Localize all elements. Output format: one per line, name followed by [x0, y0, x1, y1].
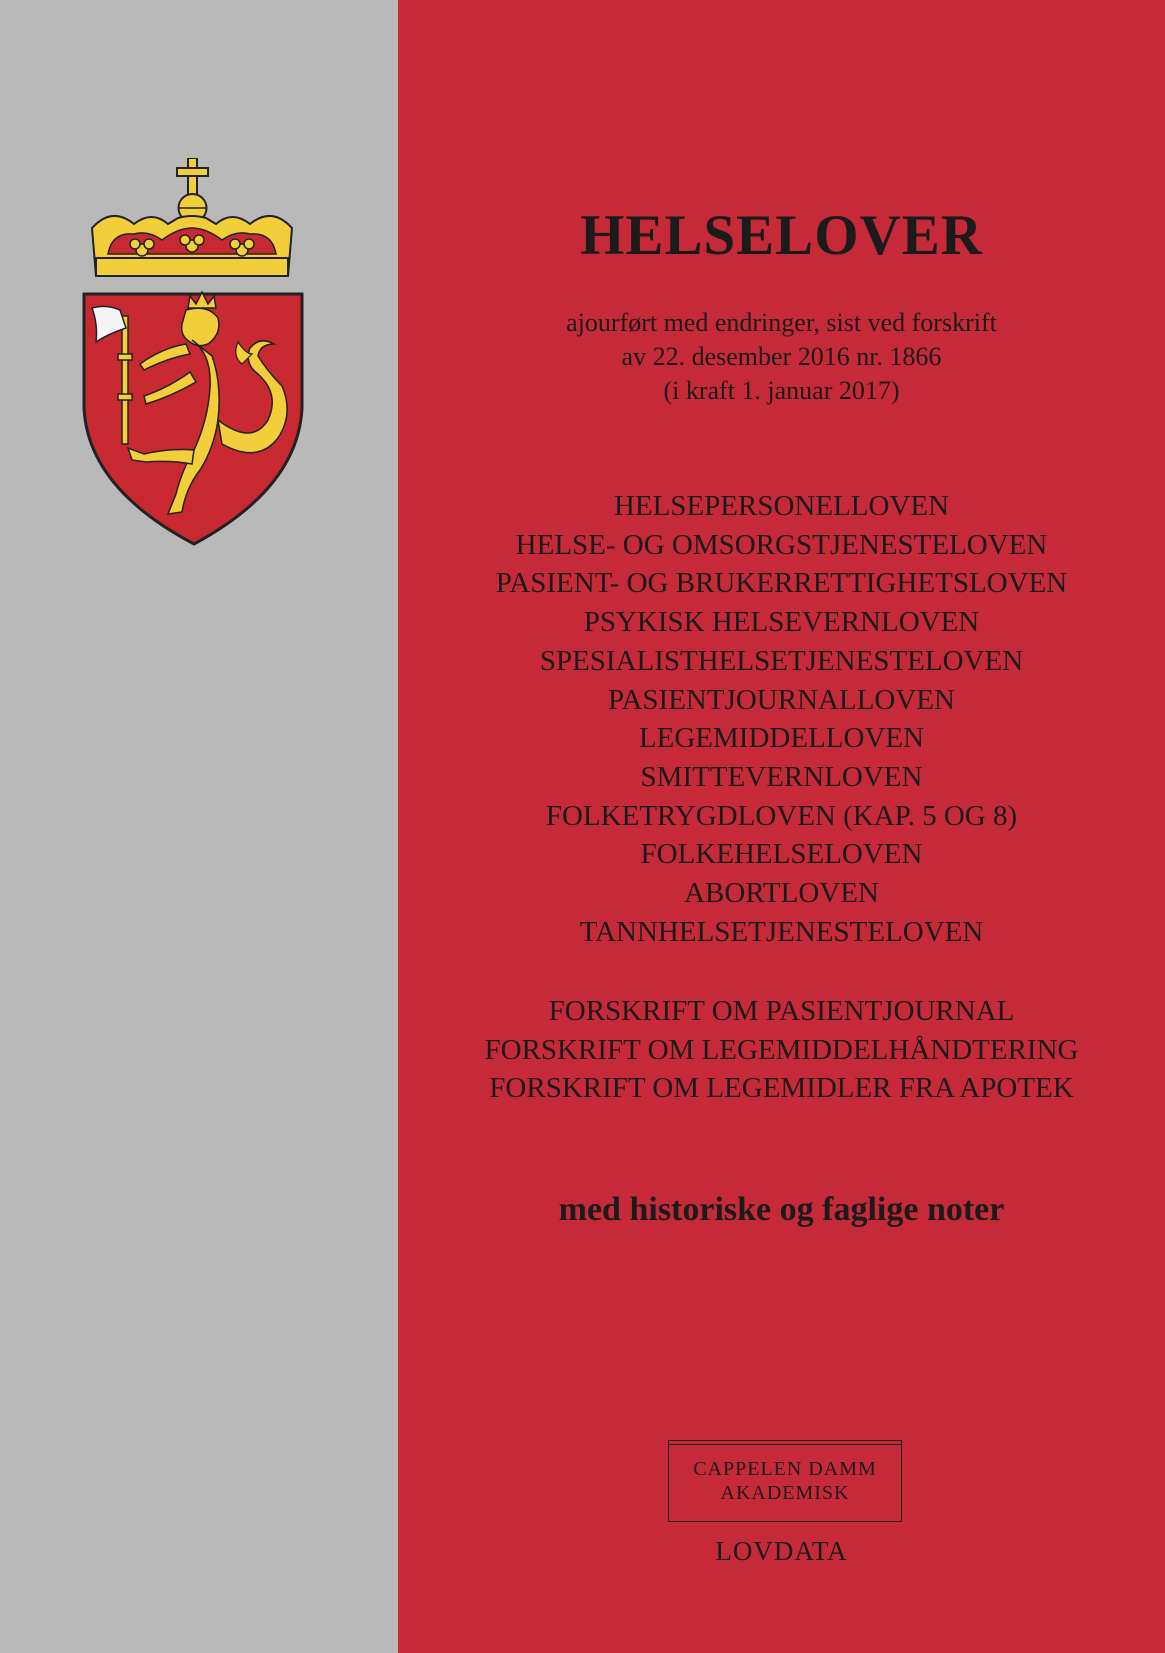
publisher-line: CAPPELEN DAMM — [693, 1458, 877, 1480]
amendment-note — [398, 306, 1165, 408]
law-item: ABORTLOVEN — [684, 877, 879, 910]
amendment-line: (i kraft 1. januar 2017) — [663, 376, 900, 405]
cover-title: HELSELOVER — [580, 204, 983, 267]
law-item: PSYKISK HELSEVERNLOVEN — [583, 606, 980, 639]
regulation-item: FORSKRIFT OM LEGEMIDLER FRA APOTEK — [489, 1072, 1074, 1105]
publisher-line: AKADEMISK — [720, 1482, 850, 1504]
norwegian-coat-of-arms-icon — [82, 158, 304, 548]
law-item: FOLKETRYGDLOVEN (KAP. 5 OG 8) — [545, 799, 1018, 832]
regulation-list — [398, 992, 1165, 1108]
amendment-line: ajourført med endringer, sist ved forskrift — [566, 308, 997, 337]
law-item: PASIENTJOURNALLOVEN — [608, 683, 955, 716]
law-item: SMITTEVERNLOVEN — [640, 760, 923, 793]
logo-rule — [669, 1444, 901, 1445]
amendment-line: av 22. desember 2016 nr. 1866 — [621, 342, 942, 371]
regulation-item: FORSKRIFT OM PASIENTJOURNAL — [548, 995, 1015, 1027]
partner-name: LOVDATA — [715, 1536, 848, 1566]
publisher-logo — [668, 1440, 902, 1522]
regulation-item: FORSKRIFT OM LEGEMIDDELHÅNDTERING — [484, 1033, 1079, 1066]
crown-icon — [92, 158, 292, 276]
law-item: HELSE- OG OMSORGSTJENESTELOVEN — [515, 528, 1048, 561]
notes-tagline: med historiske og faglige noter — [558, 1191, 1005, 1228]
law-item: PASIENT- OG BRUKERRETTIGHETSLOVEN — [495, 567, 1068, 600]
law-item: HELSEPERSONELLOVEN — [613, 490, 950, 522]
law-item: TANNHELSETJENESTELOVEN — [579, 915, 984, 948]
law-list — [398, 487, 1165, 951]
publisher-name — [669, 1457, 901, 1505]
law-item: SPESIALISTHELSETJENESTELOVEN — [539, 644, 1024, 677]
law-item: FOLKEHELSELOVEN — [640, 838, 923, 871]
law-item: LEGEMIDDELLOVEN — [638, 722, 925, 755]
